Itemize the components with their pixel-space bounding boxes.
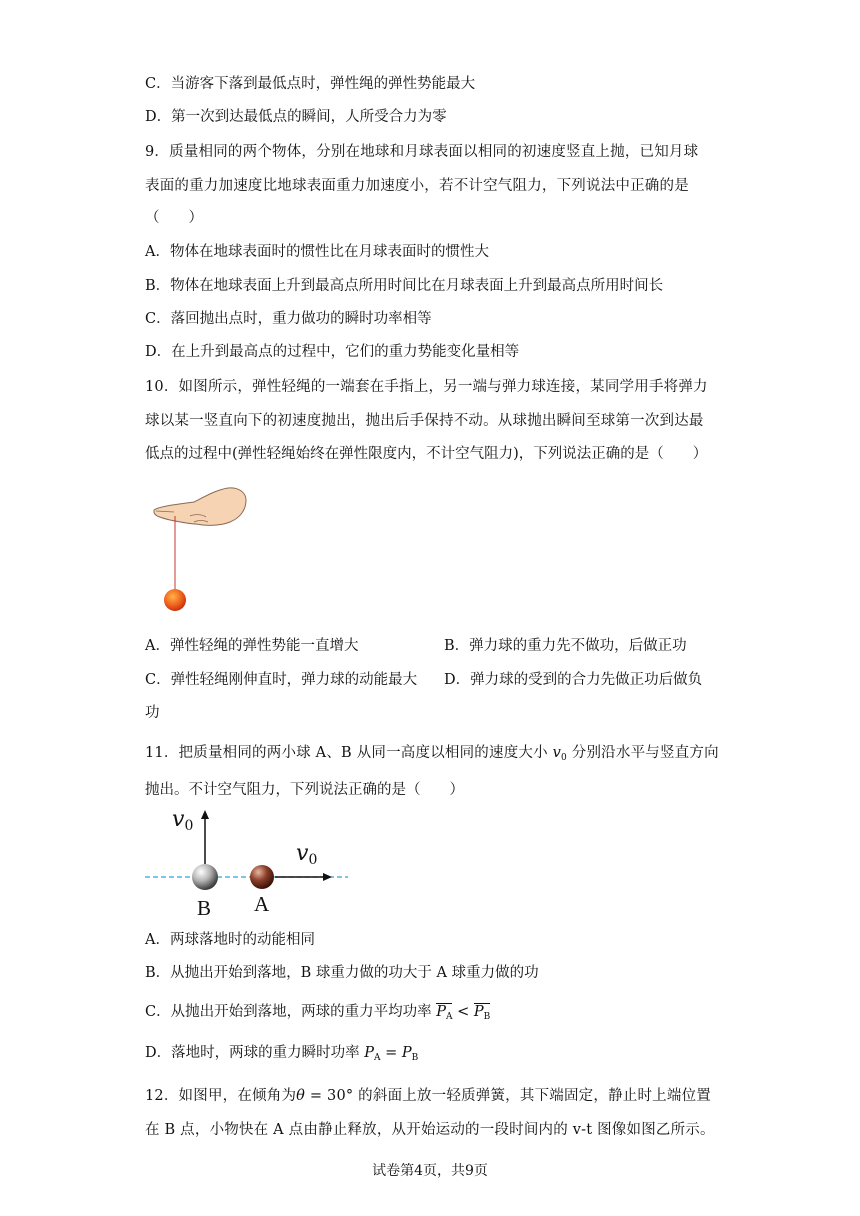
page-footer: 试卷第4页，共9页 [372,1163,488,1179]
avg-power-a: $P_A$ [436,1004,453,1022]
avg-power-b: $P_B$ [473,1004,491,1022]
inst-power-b: $P_B$ [401,1045,419,1063]
q9-answer-blank: （ ） [145,210,203,226]
ball-b [192,864,218,890]
q11-fig-label-a: A [254,892,270,916]
q10-option-c: C．弹性轻绳刚伸直时，弹力球的动能最大 [145,672,418,688]
q11-option-c: C．从抛出开始到落地，两球的重力平均功率 $P_A < P_B$ [145,1004,491,1022]
q9-option-d: D．在上升到最高点的过程中，它们的重力势能变化量相等 [145,344,520,360]
q11-option-b: B．从抛出开始到落地，B 球重力做的功大于 A 球重力做的功 [145,965,539,981]
q11-stem-pre: 11．把质量相同的两小球 A、B 从同一高度以相同的速度大小 [145,745,548,761]
q10-stem-line3: 低点的过程中(弹性轻绳始终在弹性限度内，不计空气阻力)，下列说法正确的是（ ） [145,446,708,462]
q11-fig-v0-horizontal: v0 [296,841,318,868]
q10-stem-line1: 10．如图所示，弹性轻绳的一端套在手指上，另一端与弹力球连接，某同学用手将弹力 [145,379,708,395]
q9-option-a: A．物体在地球表面时的惯性比在月球表面时的惯性大 [145,244,489,260]
q11-option-d: D．落地时，两球的重力瞬时功率 $P_A = P_B$ [145,1045,419,1063]
q10-option-b: B．弹力球的重力先不做功，后做正功 [444,638,687,654]
q9-option-c: C．落回抛出点时，重力做功的瞬时功率相等 [145,311,432,327]
right-arrow-icon [323,873,332,881]
q12-stem-line1: 12．如图甲，在倾角为θ = 30° 的斜面上放一轻质弹簧，其下端固定，静止时上端位置 [145,1088,711,1104]
q11-stem-line1 [145,743,719,768]
theta-symbol: θ [296,1088,306,1104]
v0-symbol: $v_0$ [552,745,567,763]
q8-option-d: D．第一次到达最低点的瞬间，人所受合力为零 [145,109,447,125]
up-arrow-icon [201,810,209,819]
q11-option-a: A．两球落地时的动能相同 [145,932,315,948]
q10-stem-line2: 球以某一竖直向下的初速度抛出，抛出后手保持不动。从球抛出瞬间至球第一次到达最 [145,413,704,429]
q9-option-b: B．物体在地球表面上升到最高点所用时间比在月球表面上升到最高点所用时间长 [145,278,664,294]
q10-figure [150,484,250,614]
inst-power-a: $P_A$ [364,1045,381,1063]
ball-a [250,865,274,889]
q11-fig-v0-vertical: v0 [172,807,194,834]
q10-option-d: D．弹力球的受到的合力先做正功后做负 [444,672,703,688]
q9-stem-line2: 表面的重力加速度比地球表面重力加速度小，若不计空气阻力，下列说法中正确的是 [145,178,689,194]
q11-fig-label-b: B [197,896,212,920]
hand-icon [154,488,246,525]
elastic-ball [164,589,186,611]
q12-stem-line2: 在 B 点，小物快在 A 点由静止释放，从开始运动的一段时间内的 v-t 图像如图乙所示。 [145,1122,715,1138]
q11-stem-post: 分别沿水平与竖直方向 [571,745,719,761]
q8-option-c: C．当游客下落到最低点时，弹性绳的弹性势能最大 [145,76,476,92]
q10-option-d-wrap: 功 [145,705,160,721]
q11-stem-line2: 抛出。不计空气阻力，下列说法正确的是（ ） [145,782,464,798]
q9-stem-line1: 9．质量相同的两个物体，分别在地球和月球表面以相同的初速度竖直上抛，已知月球 [145,144,699,160]
q10-option-a: A．弹性轻绳的弹性势能一直增大 [145,638,359,654]
